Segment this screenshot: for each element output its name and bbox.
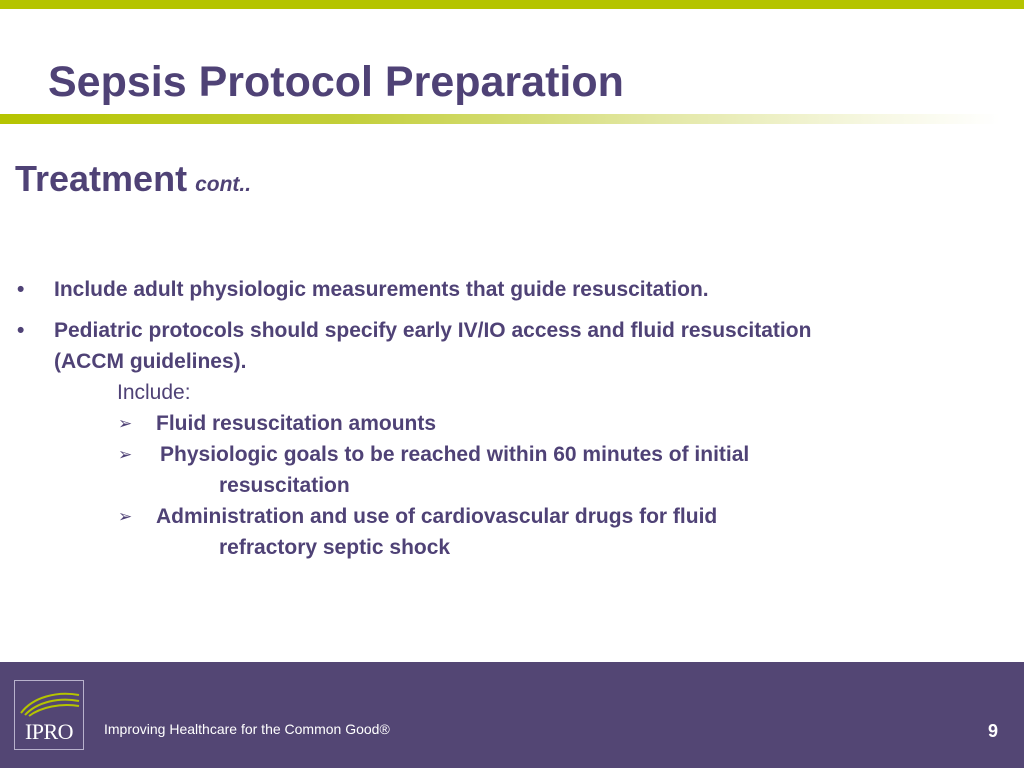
subtitle-text: Treatment	[15, 158, 188, 199]
bullet-1-line-1: Include adult physiologic measurements that guide resuscitation.	[54, 278, 709, 301]
sub-item-2-line-1: Physiologic goals to be reached within 60 minutes of initial	[160, 443, 750, 466]
footer-tagline: Improving Healthcare for the Common Good®	[104, 721, 390, 737]
ipro-logo	[14, 680, 84, 750]
sub-item-1-line-1: Fluid resuscitation amounts	[156, 412, 437, 435]
sub-item-2-line-2: resuscitation	[219, 474, 350, 497]
arrow-bullet-icon: ➢	[118, 445, 133, 464]
arrow-bullet-icon: ➢	[118, 507, 133, 526]
bullet-marker: •	[17, 278, 25, 301]
footer-bar	[0, 662, 1024, 768]
bullet-marker: •	[17, 319, 25, 342]
bullet-2-line-2: (ACCM guidelines).	[54, 350, 247, 373]
arrow-bullet-icon: ➢	[118, 414, 133, 433]
logo-arcs-icon	[19, 687, 81, 717]
sub-item-3-line-2: refractory septic shock	[219, 536, 451, 559]
page-number: 9	[987, 721, 998, 741]
slide-title: Sepsis Protocol Preparation	[48, 58, 624, 106]
sub-item-3-line-1: Administration and use of cardiovascular drugs for fluid	[156, 505, 718, 528]
logo-text: IPRO	[24, 719, 74, 744]
include-label: Include:	[117, 381, 191, 404]
bullet-2-line-1: Pediatric protocols should specify early IV/IO access and fluid resuscitation	[54, 319, 812, 342]
subtitle-suffix: cont..	[195, 173, 252, 196]
